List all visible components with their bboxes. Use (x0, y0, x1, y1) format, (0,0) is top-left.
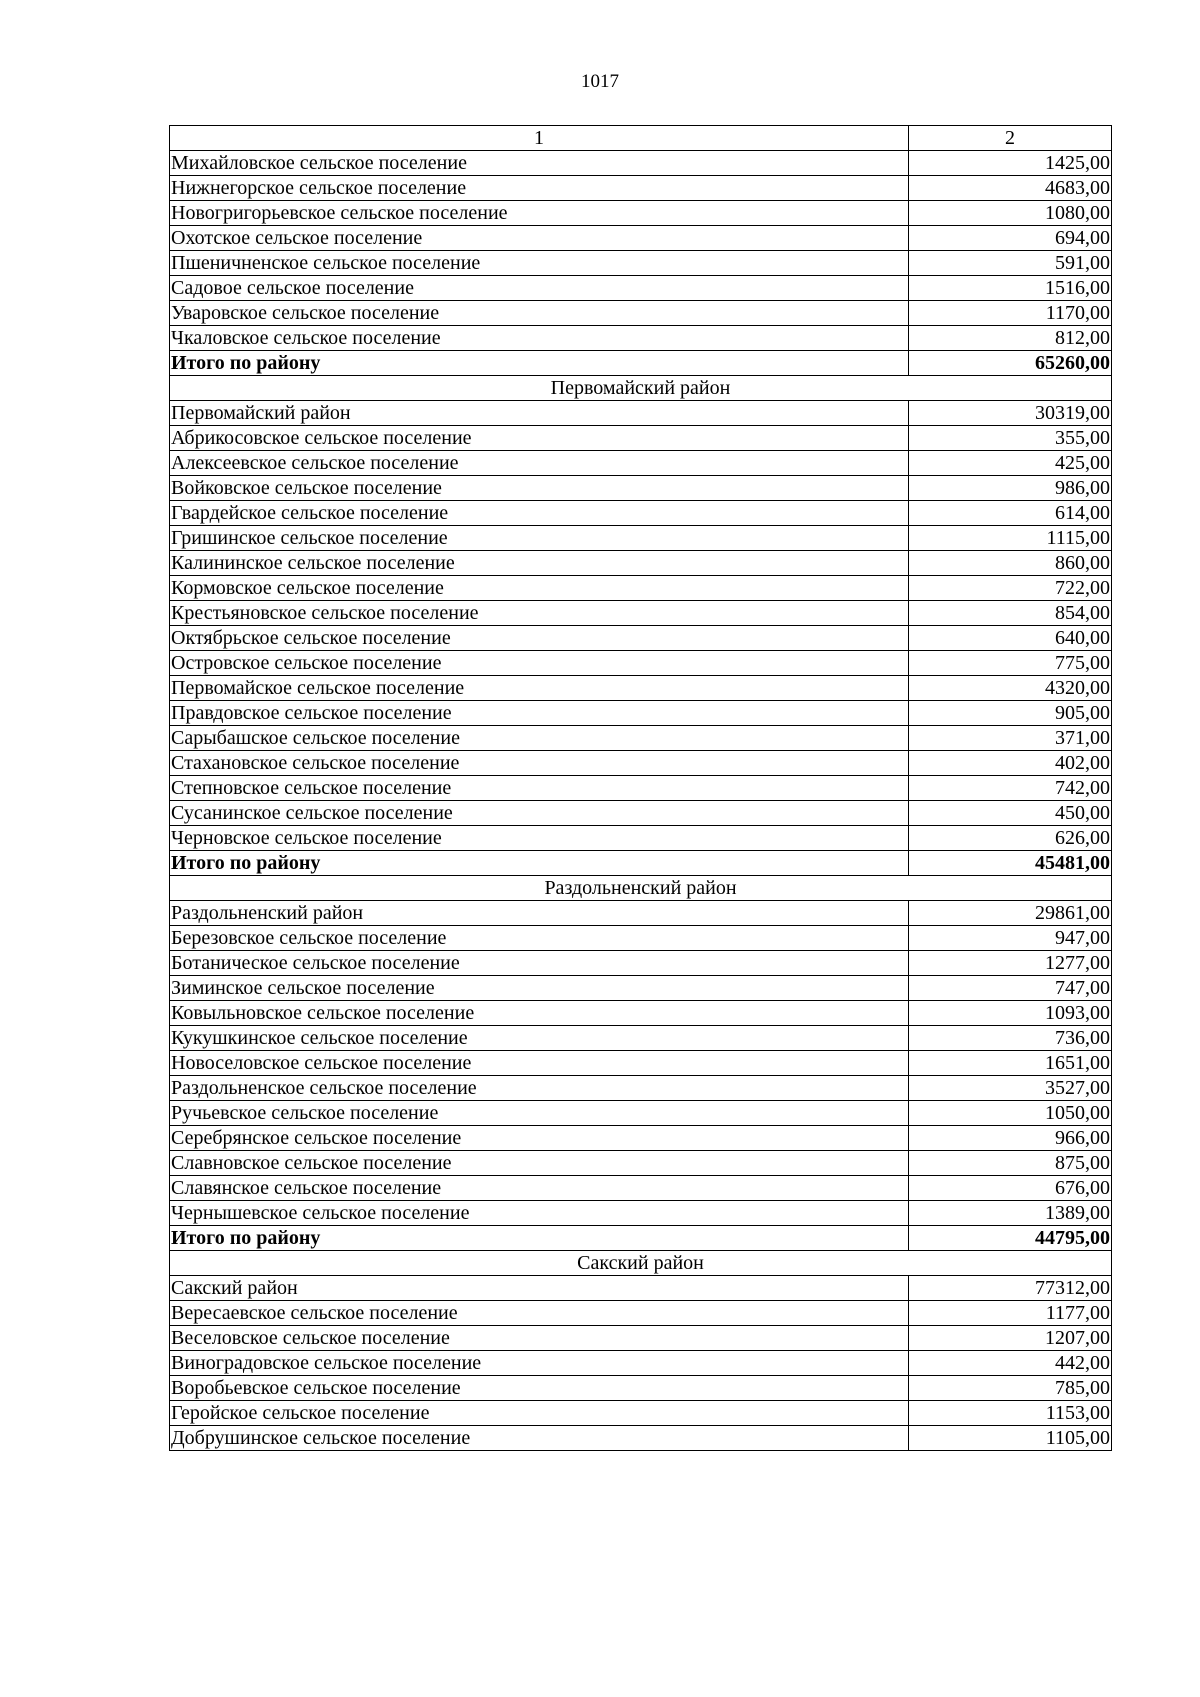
table-row (170, 1151, 1112, 1176)
table-row (170, 326, 1112, 351)
table-row (170, 1326, 1112, 1351)
settlement-name: Нижнегорское сельское поселение (170, 176, 909, 201)
total-row (170, 351, 1112, 376)
table-row (170, 826, 1112, 851)
table-row (170, 1051, 1112, 1076)
column-header-1: 1 (170, 126, 909, 151)
settlement-name: Михайловское сельское поселение (170, 151, 909, 176)
table-row (170, 1101, 1112, 1126)
amount-value: 1389,00 (909, 1201, 1112, 1226)
amount-value: 30319,00 (909, 401, 1112, 426)
table-row (170, 151, 1112, 176)
amount-value: 371,00 (909, 726, 1112, 751)
settlement-name: Славновское сельское поселение (170, 1151, 909, 1176)
table-row (170, 251, 1112, 276)
table-row (170, 1126, 1112, 1151)
amount-value: 947,00 (909, 926, 1112, 951)
settlement-name: Садовое сельское поселение (170, 276, 909, 301)
amount-value: 742,00 (909, 776, 1112, 801)
amount-value: 442,00 (909, 1351, 1112, 1376)
total-value: 65260,00 (909, 351, 1112, 376)
settlement-name: Степновское сельское поселение (170, 776, 909, 801)
amount-value: 785,00 (909, 1376, 1112, 1401)
table-row (170, 776, 1112, 801)
amount-value: 854,00 (909, 601, 1112, 626)
amount-value: 1080,00 (909, 201, 1112, 226)
table-row (170, 176, 1112, 201)
amount-value: 355,00 (909, 426, 1112, 451)
amount-value: 905,00 (909, 701, 1112, 726)
settlement-name: Воробьевское сельское поселение (170, 1376, 909, 1401)
amount-value: 591,00 (909, 251, 1112, 276)
settlement-name: Добрушинское сельское поселение (170, 1426, 909, 1451)
amount-value: 1153,00 (909, 1401, 1112, 1426)
amount-value: 775,00 (909, 651, 1112, 676)
table-row (170, 476, 1112, 501)
total-value: 45481,00 (909, 851, 1112, 876)
amount-value: 812,00 (909, 326, 1112, 351)
table-header-row (170, 126, 1112, 151)
amount-value: 29861,00 (909, 901, 1112, 926)
settlement-name: Раздольненский район (170, 901, 909, 926)
table-row (170, 901, 1112, 926)
table-row (170, 801, 1112, 826)
settlement-name: Ботаническое сельское поселение (170, 951, 909, 976)
amount-value: 986,00 (909, 476, 1112, 501)
table-row (170, 526, 1112, 551)
settlement-name: Виноградовское сельское поселение (170, 1351, 909, 1376)
amount-value: 1050,00 (909, 1101, 1112, 1126)
table-row (170, 1426, 1112, 1451)
settlement-name: Сарыбашское сельское поселение (170, 726, 909, 751)
settlement-name: Раздольненское сельское поселение (170, 1076, 909, 1101)
table-row (170, 401, 1112, 426)
table-row (170, 726, 1112, 751)
settlement-name: Гвардейское сельское поселение (170, 501, 909, 526)
amount-value: 77312,00 (909, 1276, 1112, 1301)
table-row (170, 1401, 1112, 1426)
table-row (170, 601, 1112, 626)
table-row (170, 1376, 1112, 1401)
table-row (170, 651, 1112, 676)
amount-value: 1207,00 (909, 1326, 1112, 1351)
settlement-name: Алексеевское сельское поселение (170, 451, 909, 476)
amount-value: 1516,00 (909, 276, 1112, 301)
table-row (170, 501, 1112, 526)
amount-value: 1277,00 (909, 951, 1112, 976)
section-header-row (170, 876, 1112, 901)
settlement-name: Ковыльновское сельское поселение (170, 1001, 909, 1026)
amount-value: 450,00 (909, 801, 1112, 826)
section-title: Сакский район (170, 1251, 1112, 1276)
settlement-name: Геройское сельское поселение (170, 1401, 909, 1426)
amount-value: 694,00 (909, 226, 1112, 251)
amount-value: 1170,00 (909, 301, 1112, 326)
total-row (170, 1226, 1112, 1251)
total-value: 44795,00 (909, 1226, 1112, 1251)
table-row (170, 276, 1112, 301)
table-row (170, 226, 1112, 251)
amount-value: 1177,00 (909, 1301, 1112, 1326)
page-number: 1017 (581, 71, 619, 92)
total-row (170, 851, 1112, 876)
amount-value: 425,00 (909, 451, 1112, 476)
settlement-name: Охотское сельское поселение (170, 226, 909, 251)
settlement-name: Чкаловское сельское поселение (170, 326, 909, 351)
settlement-name: Гришинское сельское поселение (170, 526, 909, 551)
settlement-name: Стахановское сельское поселение (170, 751, 909, 776)
settlement-name: Первомайское сельское поселение (170, 676, 909, 701)
table-row (170, 576, 1112, 601)
settlement-name: Славянское сельское поселение (170, 1176, 909, 1201)
settlement-name: Первомайский район (170, 401, 909, 426)
amount-value: 3527,00 (909, 1076, 1112, 1101)
table-row (170, 1351, 1112, 1376)
table-row (170, 976, 1112, 1001)
section-title: Раздольненский район (170, 876, 1112, 901)
amount-value: 4683,00 (909, 176, 1112, 201)
table-row (170, 1026, 1112, 1051)
amount-value: 1105,00 (909, 1426, 1112, 1451)
settlement-name: Кормовское сельское поселение (170, 576, 909, 601)
section-title: Первомайский район (170, 376, 1112, 401)
amount-value: 1093,00 (909, 1001, 1112, 1026)
settlement-name: Ручьевское сельское поселение (170, 1101, 909, 1126)
settlement-name: Пшеничненское сельское поселение (170, 251, 909, 276)
table-row (170, 301, 1112, 326)
settlement-name: Октябрьское сельское поселение (170, 626, 909, 651)
amount-value: 1651,00 (909, 1051, 1112, 1076)
table-row (170, 951, 1112, 976)
amount-value: 402,00 (909, 751, 1112, 776)
settlement-name: Веселовское сельское поселение (170, 1326, 909, 1351)
amount-value: 736,00 (909, 1026, 1112, 1051)
table-row (170, 676, 1112, 701)
settlement-name: Сакский район (170, 1276, 909, 1301)
settlement-name: Серебрянское сельское поселение (170, 1126, 909, 1151)
settlement-name: Кукушкинское сельское поселение (170, 1026, 909, 1051)
settlement-name: Абрикосовское сельское поселение (170, 426, 909, 451)
amount-value: 4320,00 (909, 676, 1112, 701)
settlement-name: Правдовское сельское поселение (170, 701, 909, 726)
settlement-name: Крестьяновское сельское поселение (170, 601, 909, 626)
settlement-name: Новоселовское сельское поселение (170, 1051, 909, 1076)
table-row (170, 751, 1112, 776)
amount-value: 860,00 (909, 551, 1112, 576)
settlement-name: Войковское сельское поселение (170, 476, 909, 501)
section-header-row (170, 1251, 1112, 1276)
amount-value: 640,00 (909, 626, 1112, 651)
amount-value: 747,00 (909, 976, 1112, 1001)
table-row (170, 926, 1112, 951)
amount-value: 1425,00 (909, 151, 1112, 176)
settlement-name: Черновское сельское поселение (170, 826, 909, 851)
amount-value: 875,00 (909, 1151, 1112, 1176)
settlement-name: Сусанинское сельское поселение (170, 801, 909, 826)
table-row (170, 551, 1112, 576)
amount-value: 626,00 (909, 826, 1112, 851)
total-label: Итого по району (170, 1226, 909, 1251)
section-header-row (170, 376, 1112, 401)
amount-value: 966,00 (909, 1126, 1112, 1151)
table-row (170, 451, 1112, 476)
column-header-2: 2 (909, 126, 1112, 151)
settlement-name: Чернышевское сельское поселение (170, 1201, 909, 1226)
table-row (170, 626, 1112, 651)
table-body (170, 151, 1112, 1451)
amount-value: 722,00 (909, 576, 1112, 601)
table-row (170, 426, 1112, 451)
settlement-name: Калининское сельское поселение (170, 551, 909, 576)
table-row (170, 1201, 1112, 1226)
settlement-name: Березовское сельское поселение (170, 926, 909, 951)
amount-value: 1115,00 (909, 526, 1112, 551)
total-label: Итого по району (170, 851, 909, 876)
settlement-name: Вересаевское сельское поселение (170, 1301, 909, 1326)
table-row (170, 1276, 1112, 1301)
settlement-name: Островское сельское поселение (170, 651, 909, 676)
total-label: Итого по району (170, 351, 909, 376)
table-row (170, 201, 1112, 226)
settlement-name: Зиминское сельское поселение (170, 976, 909, 1001)
table-row (170, 1001, 1112, 1026)
table-row (170, 701, 1112, 726)
table-row (170, 1301, 1112, 1326)
settlement-name: Уваровское сельское поселение (170, 301, 909, 326)
table-row (170, 1076, 1112, 1101)
amount-value: 614,00 (909, 501, 1112, 526)
amount-value: 676,00 (909, 1176, 1112, 1201)
table-row (170, 1176, 1112, 1201)
settlement-name: Новогригорьевское сельское поселение (170, 201, 909, 226)
allocation-table (169, 125, 1112, 1451)
